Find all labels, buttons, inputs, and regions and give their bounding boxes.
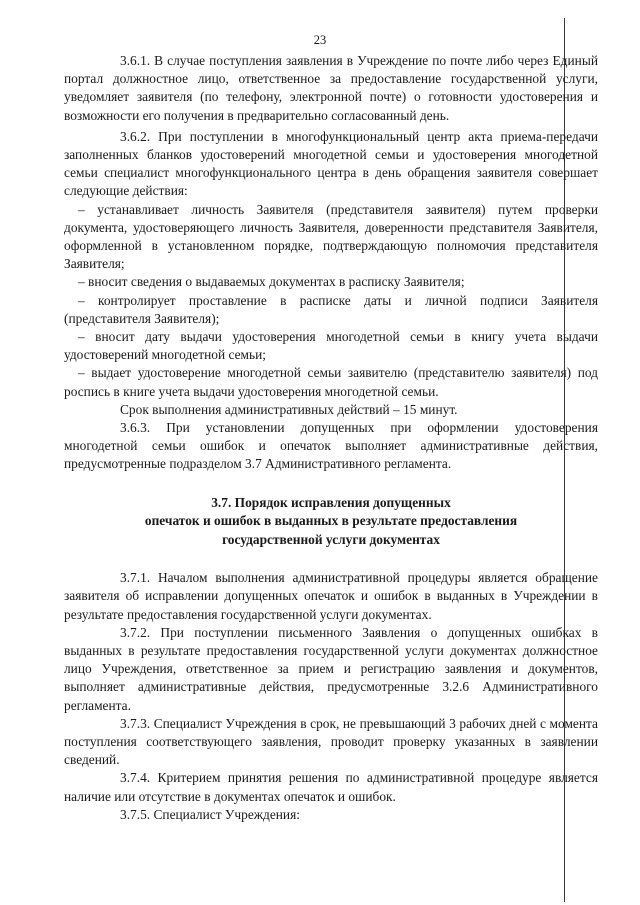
list-item-date: – вносит дату выдачи удостоверения многодетной семьи в книгу учета выдачи удостоверений многодетной семьи; bbox=[64, 329, 598, 363]
document-body bbox=[64, 52, 598, 824]
list-item-receipt: – вносит сведения о выдаваемых документах в расписку Заявителя; bbox=[78, 274, 465, 290]
paragraph-3-6-1: 3.6.1. В случае поступления заявления в Учреждение по почте либо через Единый портал должностное лицо, ответственное за предоставление государственной услуги, уведомляет заявителя (по телефону, электронной почте) о готовности удостоверения и возможности его получения в предварительно согласованный день. bbox=[64, 53, 598, 123]
paragraph-3-7-5: 3.7.5. Специалист Учреждения: bbox=[120, 806, 300, 822]
list-item-identity: – устанавливает личность Заявителя (представителя заявителя) путем проверки документа, удостоверяющего личность Заявителя, доверенности представителя Заявителя, оформленной в установленном порядке, подтверждающую полномочия представителя Заявителя; bbox=[64, 201, 598, 272]
paragraph-3-6-2: 3.6.2. При поступлении в многофункциональный центр акта приема-передачи заполненных бланков удостоверений многодетной семьи и удостоверения многодетной семьи специалист многофункционального центра в день обращения заявителя совершает следующие действия: bbox=[64, 128, 598, 199]
section-heading-line-1: 3.7. Порядок исправления допущенных bbox=[211, 494, 451, 510]
paragraph-3-7-2: 3.7.2. При поступлении письменного Заявления о допущенных ошибках в выданных в результате предоставления государственной услуги документах должностное лицо Учреждения, ответственное за прием и регистрацию заявления и документов, выполняет административные действия, предусмотренные 3.2.6 Административного регламента. bbox=[64, 624, 598, 713]
paragraph-3-7-3: 3.7.3. Специалист Учреждения в срок, не превышающий 3 рабочих дней с момента поступления соответствующего заявления, проводит проверку указанных в заявлении сведений. bbox=[64, 715, 598, 768]
list-item-issue: – выдает удостоверение многодетной семьи заявителю (представителю заявителя) под роспись в книге учета выдачи удостоверения многодетной семьи. bbox=[64, 365, 598, 399]
paragraph-deadline: Срок выполнения административных действий – 15 минут. bbox=[120, 401, 458, 417]
paragraph-3-6-3: 3.6.3. При установлении допущенных при оформлении удостоверения многодетной семьи ошибок и опечаток выполняет административные действия, предусмотренные подразделом 3.7 Административного регламента. bbox=[64, 420, 598, 472]
section-heading-line-3: государственной услуги документах bbox=[222, 531, 440, 547]
section-heading-line-2: опечаток и ошибок в выданных в результате предоставления bbox=[144, 513, 518, 529]
paragraph-3-7-1: 3.7.1. Началом выполнения административной процедуры является обращение заявителя об исправлении допущенных опечаток и ошибок в выданных в Учреждении в результате предоставления государственной услуги документах. bbox=[64, 570, 598, 622]
paragraph-3-7-4: 3.7.4. Критерием принятия решения по административной процедуре является наличие или отсутствие в документах опечаток и ошибок. bbox=[64, 770, 598, 804]
list-item-control: – контролирует проставление в расписке даты и личной подписи Заявителя (представителя Заявителя); bbox=[64, 292, 598, 326]
page-number: 23 bbox=[313, 33, 327, 47]
